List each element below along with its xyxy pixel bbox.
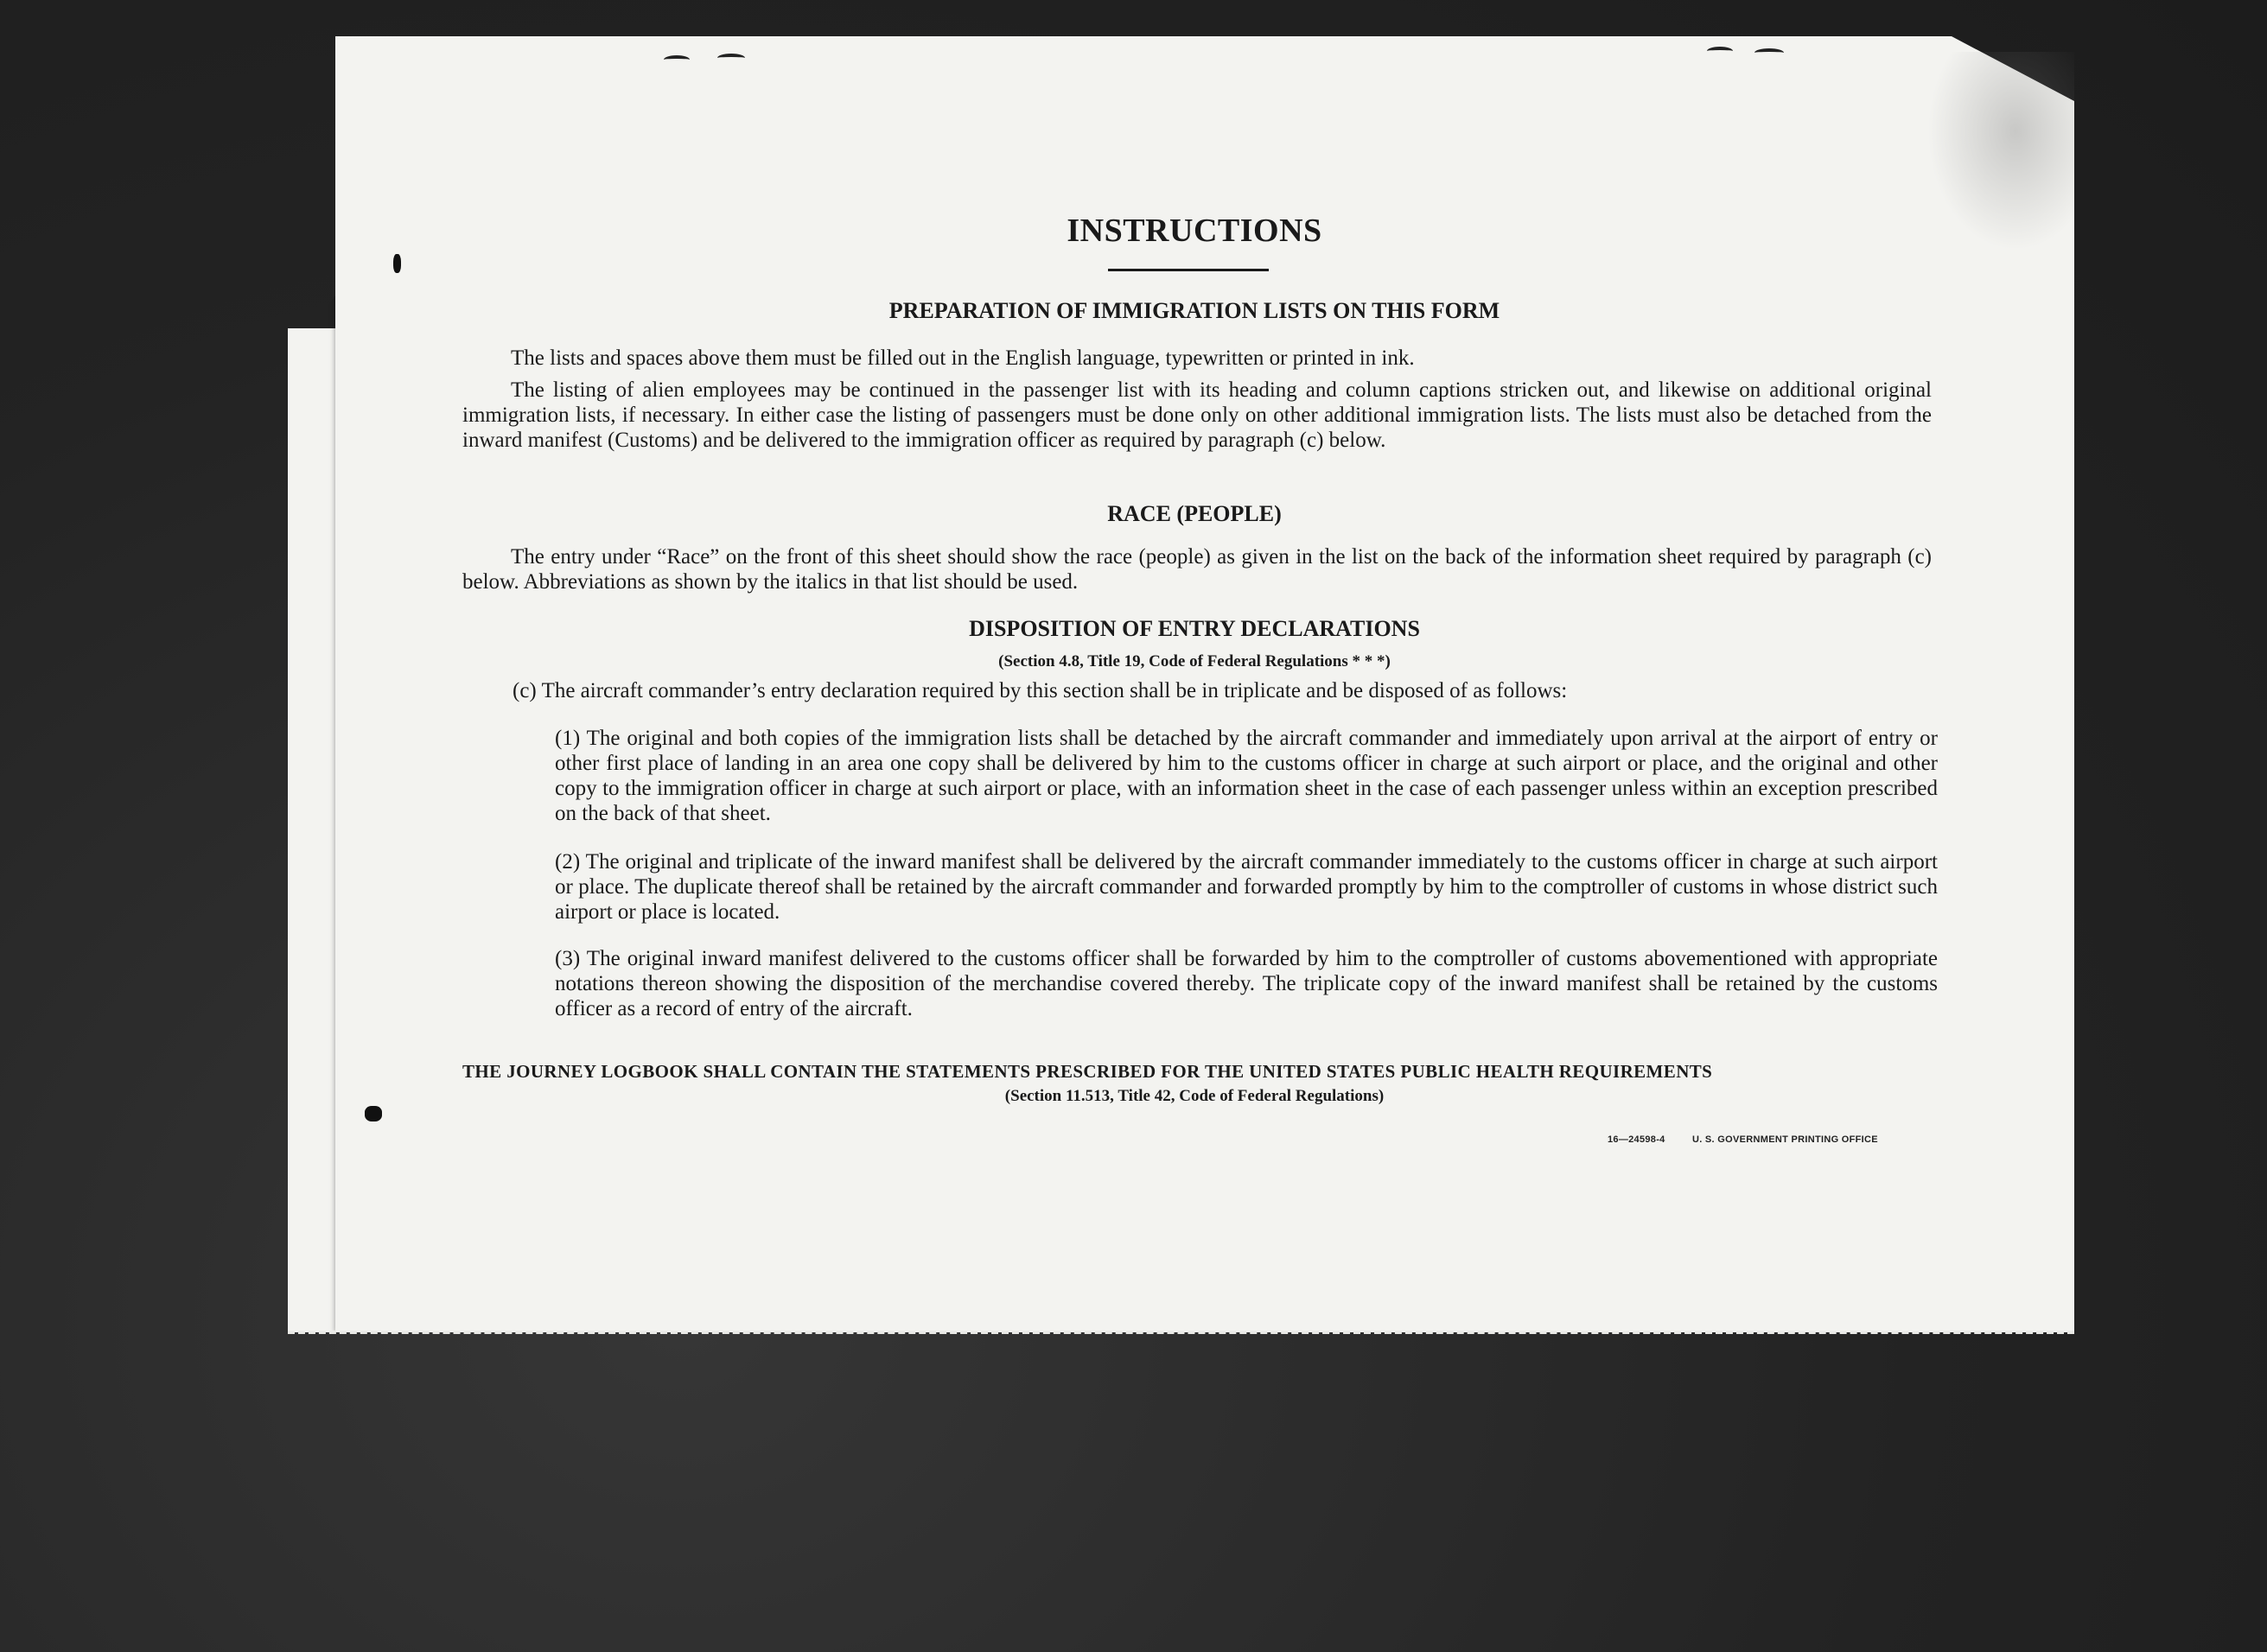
item-number: (1)	[555, 727, 581, 750]
ink-mark	[717, 54, 745, 62]
paragraph: The entry under “Race” on the front of this sheet should show the race (people) as given in the list on the back of the information sheet required by paragraph (c) below. Abbreviations as shown by the italics in that list should be used.	[462, 545, 1932, 594]
ink-mark	[1754, 48, 1784, 57]
ink-blot	[393, 254, 401, 273]
perforation-line	[288, 1331, 2074, 1334]
item-number: (2)	[555, 850, 581, 874]
form-code: 16—24598-4	[1608, 1134, 1665, 1145]
list-item	[555, 946, 1938, 1021]
section-citation: (Section 4.8, Title 19, Code of Federal Regulations * * *)	[998, 652, 1391, 670]
footer-citation: (Section 11.513, Title 42, Code of Federal Regulations)	[1004, 1087, 1385, 1105]
paragraph-c: (c) The aircraft commander’s entry declaration required by this section shall be in triplicate and be disposed of as follows:	[513, 679, 1568, 702]
paragraph: The lists and spaces above them must be filled out in the English language, typewritten or printed in ink.	[511, 346, 1415, 370]
list-item	[555, 849, 1938, 924]
section-heading-disposition: DISPOSITION OF ENTRY DECLARATIONS	[969, 616, 1420, 641]
corner-smudge	[1927, 52, 2074, 251]
ink-blot	[365, 1106, 382, 1121]
paragraph: The listing of alien employees may be continued in the passenger list with its heading and column captions stricken out, and likewise on additional original immigration lists, if necessary. In either case the listing of passengers must be done only on other additional immigration lists. The lists must also be detached from the inward manifest (Customs) and be delivered to the immigration officer as required by paragraph (c) below.	[462, 378, 1932, 452]
item-text: The original and both copies of the immigration lists shall be detached by the aircraft commander and immediately upon arrival at the airport of entry or other first place of landing in an area one copy shall be delivered by him to the customs officer in charge at such airport or place, and the original and other copy to the immigration officer in charge at such airport or place, with an information sheet in the case of each passenger unless within an exception prescribed on the back of that sheet.	[555, 727, 1938, 825]
footer-statement: THE JOURNEY LOGBOOK SHALL CONTAIN THE STATEMENTS PRESCRIBED FOR THE UNITED STATES PUBLIC HEALTH REQUIREMENTS	[462, 1061, 1713, 1082]
item-number: (3)	[555, 947, 581, 970]
title-underline	[1108, 269, 1269, 271]
printer-imprint	[1608, 1134, 1902, 1145]
document-title: INSTRUCTIONS	[1067, 213, 1322, 249]
paper-edge	[288, 328, 340, 1332]
printing-office: U. S. GOVERNMENT PRINTING OFFICE	[1691, 1134, 1878, 1145]
item-text: The original inward manifest delivered to the customs officer shall be forwarded by him to the comptroller of customs abovementioned with appropriate notations thereon showing the disposition of the merchandise covered thereby. The triplicate copy of the inward manifest shall be retained by the customs officer as a record of entry of the aircraft.	[555, 947, 1938, 1020]
paragraph-label: (c)	[513, 679, 537, 702]
section-heading-preparation: PREPARATION OF IMMIGRATION LISTS ON THIS FORM	[888, 298, 1500, 323]
ink-mark	[664, 55, 690, 64]
list-item	[555, 726, 1938, 826]
ink-mark	[1707, 47, 1733, 55]
section-heading-race: RACE (PEOPLE)	[1107, 501, 1282, 526]
item-text: The original and triplicate of the inward manifest shall be delivered by the aircraft commander immediately to the customs officer in charge at such airport or place. The duplicate thereof shall be retained by the aircraft commander and forwarded promptly by him to the comptroller of customs in whose district such airport or place is located.	[555, 850, 1938, 924]
